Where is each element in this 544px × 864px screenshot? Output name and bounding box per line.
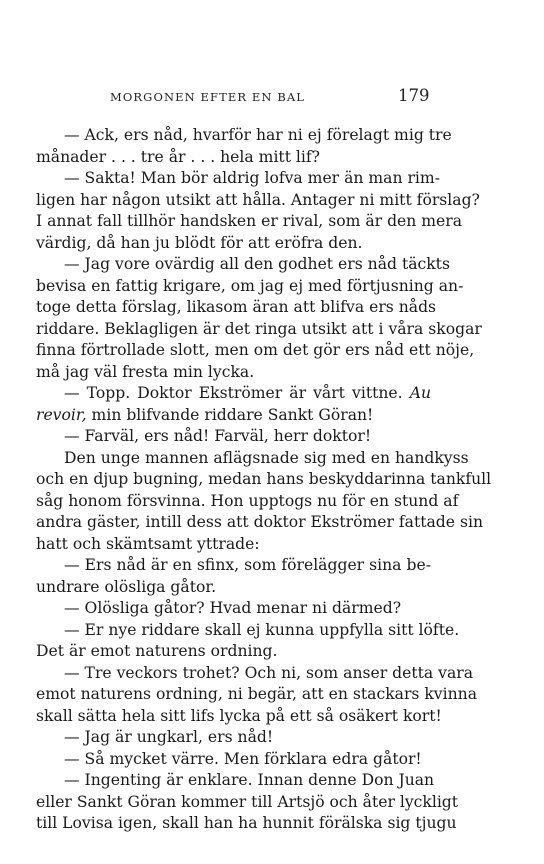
text-line: riddare. Beklagligen är det ringa utsikt att i våra skogar	[36, 319, 482, 338]
text-line: skall sätta hela sitt lifs lycka på ett så osäkert kort!	[36, 706, 442, 725]
running-head: MORGONEN EFTER EN BAL	[110, 90, 306, 104]
text-line: Den unge mannen aflägsnade sig med en handkyss	[64, 448, 469, 467]
text-line: finna förtrollade slott, men om det gör ers nåd ett nöje,	[36, 341, 475, 359]
italic-text: revoir,	[36, 405, 87, 424]
text-line: bevisa en fattig krigare, om jag ej med förtjusning an-	[36, 276, 464, 295]
text-line: Det är emot naturens ordning.	[36, 642, 278, 660]
text-segment: min blifvande riddare Sankt Göran!	[91, 405, 374, 424]
text-line	[36, 383, 431, 405]
text-line: emot naturens ordning, ni begär, att en stackars kvinna	[36, 685, 477, 703]
text-line	[36, 405, 431, 427]
text-line: — Så mycket värre. Men förklara edra gåtor!	[64, 749, 422, 768]
text-line: och en djup bugning, medan hans beskyddarinna tankfull	[36, 470, 492, 488]
text-line: — Ingenting är enklare. Innan denne Don Juan	[64, 771, 435, 789]
text-line: må jag väl fresta min lycka.	[36, 362, 255, 381]
text-line: — Sakta! Man bör aldrig lofva mer än man rim-	[64, 169, 440, 187]
body-text	[36, 125, 492, 835]
text-line: — Farväl, ers nåd! Farväl, herr doktor!	[64, 427, 372, 445]
text-line: månader . . . tre år . . . hela mitt lif?	[36, 147, 321, 166]
italic-text: Au	[409, 384, 431, 402]
text-line: toge detta förslag, likasom äran att blifva ers nåds	[36, 298, 437, 316]
text-line: — Ers nåd är en sfinx, som förelägger sina be-	[64, 556, 431, 574]
text-line: I annat fall tillhör handsken er rival, som är den mera	[36, 212, 463, 230]
text-line: andra gäster, intill dess att doktor Ekströmer fattade sin	[36, 513, 483, 531]
text-line: såg honom försvinna. Hon upptogs nu för en stund af	[36, 491, 459, 510]
text-line: undrare olösliga gåtor.	[36, 577, 217, 596]
text-line: — Tre veckors trohet? Och ni, som anser detta vara	[64, 663, 474, 682]
text-line: till Lovisa igen, skall han ha hunnit förälska sig tjugu	[36, 814, 457, 832]
text-line: ligen har någon utsikt att hålla. Antager ni mitt förslag?	[36, 190, 480, 209]
text-line: — Olösliga gåtor? Hvad menar ni därmed?	[64, 599, 402, 617]
page-number: 179	[398, 86, 430, 105]
text-line: eller Sankt Göran kommer till Artsjö och åter lyckligt	[36, 792, 459, 811]
text-line: — Jag är ungkarl, ers nåd!	[64, 728, 274, 746]
text-line: värdig, då han ju blödt för att eröfra den.	[36, 233, 363, 252]
text-line: — Jag vore ovärdig all den godhet ers nåd täckts	[64, 255, 450, 273]
text-line: — Ack, ers nåd, hvarför har ni ej förelagt mig tre	[64, 126, 452, 144]
text-line: hatt och skämtsamt yttrade:	[36, 534, 260, 553]
text-segment: — Topp. Doktor Ekströmer är vårt vittne.	[64, 384, 403, 402]
text-line: — Er nye riddare skall ej kunna uppfylla sitt löfte.	[64, 620, 460, 639]
